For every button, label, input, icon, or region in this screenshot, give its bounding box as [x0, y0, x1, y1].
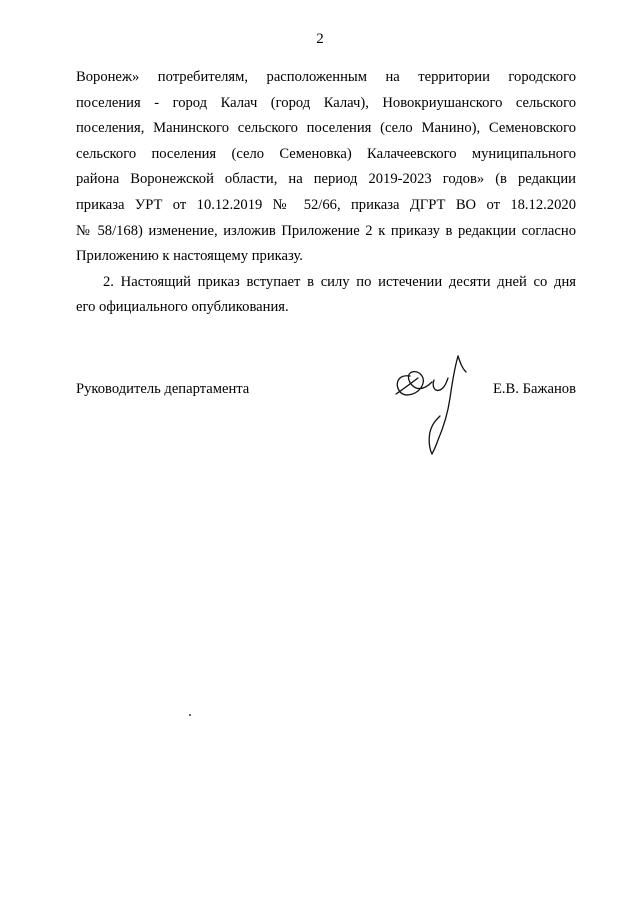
paragraph-1-line: района Воронежской области, на период 2019-2023 годов» (в редакции	[76, 171, 576, 188]
signatory-name: Е.В. Бажанов	[492, 381, 576, 397]
handwritten-signature	[388, 350, 472, 462]
paragraph-1-line: сельского поселения (село Семеновка) Калачеевского муниципального	[76, 145, 576, 162]
paragraph-1-line: поселения, Манинского сельского поселения (село Манино), Семеновского	[76, 120, 576, 137]
paragraph-1-line: № 58/168) изменение, изложив Приложение 2 к приказу в редакции согласно	[76, 222, 576, 239]
paragraph-1-line: приказа УРТ от 10.12.2019 № 52/66, приказа ДГРТ ВО от 18.12.2020	[76, 196, 576, 213]
paragraph-1-line: Воронеж» потребителям, расположенным на территории городского	[76, 69, 576, 85]
scan-speck	[189, 714, 191, 716]
paragraph-2-line: 2. Настоящий приказ вступает в силу по истечении десяти дней со дня	[103, 273, 576, 290]
paragraph-2-line: его официального опубликования.	[76, 299, 289, 316]
paragraph-1-line: поселения - город Калач (город Калач), Новокриушанского сельского	[76, 94, 576, 111]
page-number: 2	[316, 31, 324, 47]
document-body	[76, 65, 576, 321]
paragraph-1-line: Приложению к настоящему приказу.	[76, 248, 303, 265]
signatory-position: Руководитель департамента	[76, 381, 250, 397]
